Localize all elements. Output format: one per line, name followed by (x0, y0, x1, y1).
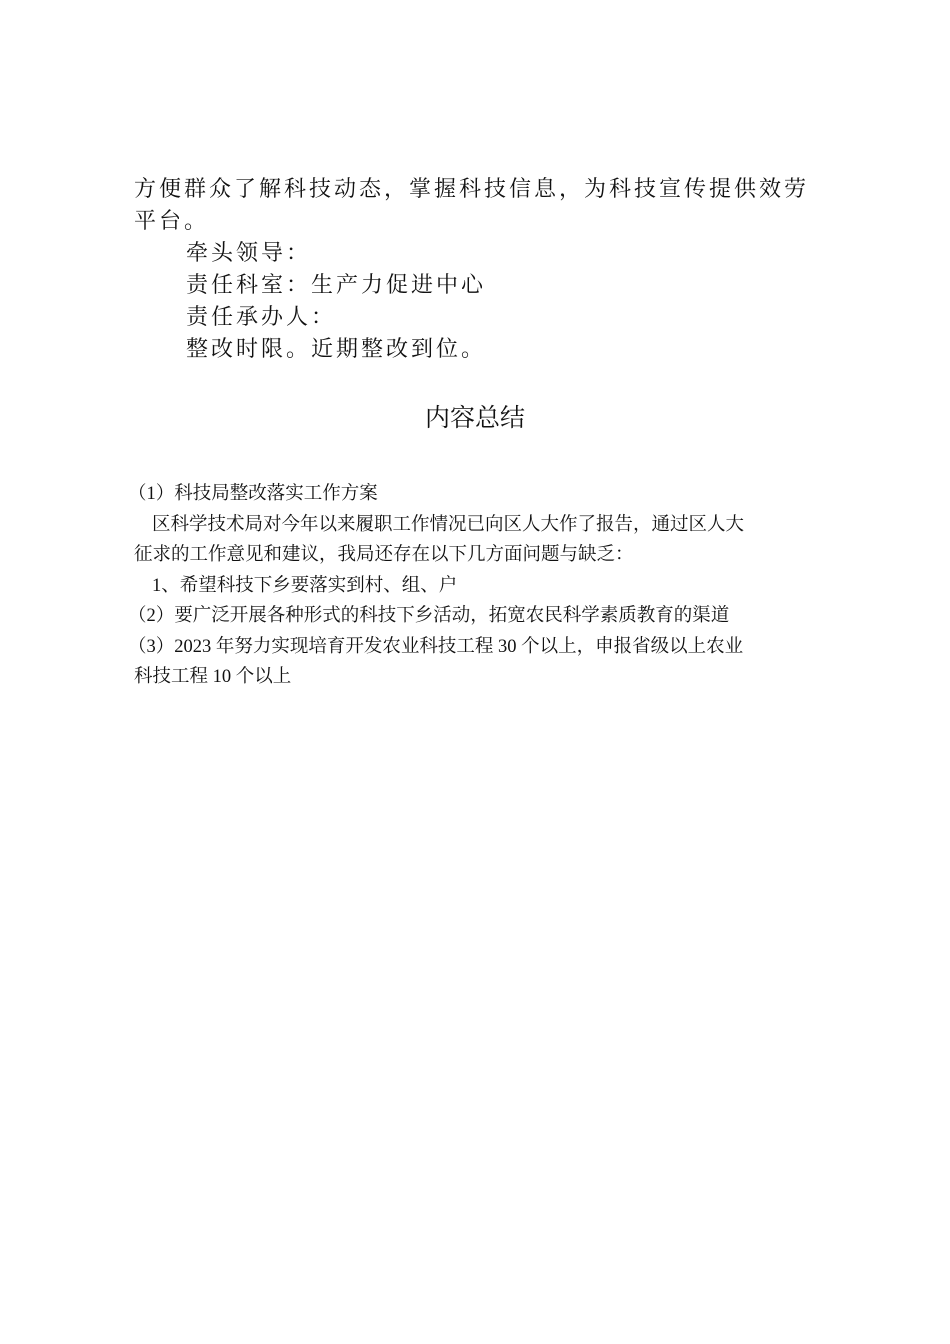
summary-title: 内容总结 (424, 403, 525, 432)
responsible-office-line: 责任科室：生产力促进中心 (186, 273, 487, 298)
top-text-block (134, 174, 824, 366)
summary-paragraph-line: 征求的工作意见和建议，我局还存在以下几方面问题与缺乏： (134, 545, 634, 565)
summary-point: 1、希望科技下乡要落实到村、组、户 (152, 575, 458, 596)
body-line: 方便群众了解科技动态，掌握科技信息，为科技宣传提供效劳 (134, 177, 810, 202)
body-line: 平台。 (134, 209, 210, 234)
summary-item-continuation: 科技工程 10 个以上 (134, 667, 292, 687)
deadline-line: 整改时限。近期整改到位。 (186, 337, 487, 362)
summary-item: （2）要广泛开展各种形式的科技下乡活动，拓宽农民科学素质教育的渠道 (128, 606, 730, 626)
summary-text-block (128, 479, 824, 693)
summary-paragraph-line: 区科学技术局对今年以来履职工作情况已向区人大作了报告，通过区人大 (152, 514, 745, 535)
lead-leader-line: 牵头领导： (186, 241, 312, 266)
summary-item: （3）2023 年努力实现培育开发农业科技工程 30 个以上，申报省级以上农业 (128, 636, 744, 657)
summary-item: （1）科技局整改落实工作方案 (128, 484, 378, 504)
responsible-person-line: 责任承办人： (186, 305, 337, 330)
